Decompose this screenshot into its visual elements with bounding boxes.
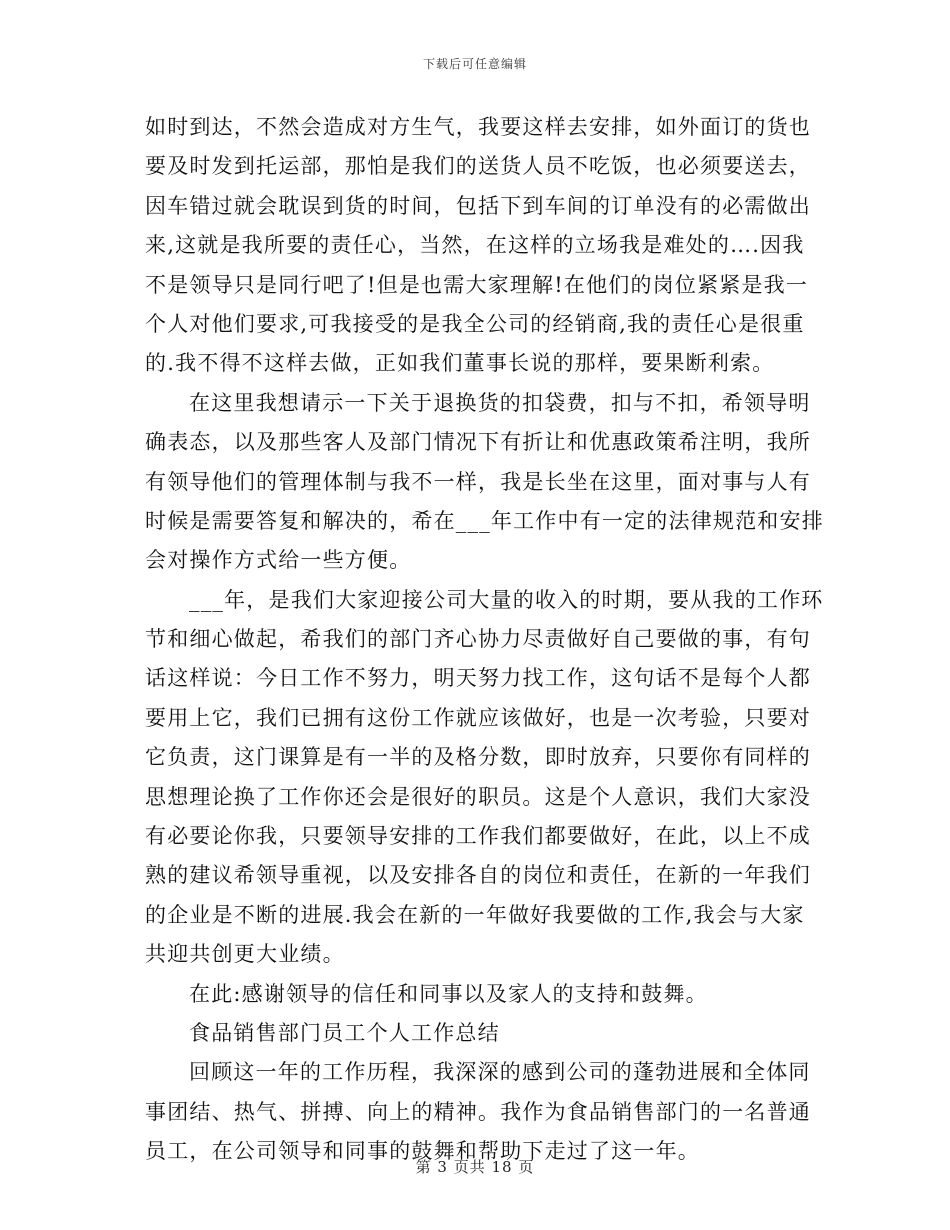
text-line: 会对操作方式给一些方便。 [145,548,412,573]
paragraph-start-line: 在这里我想请示一下关于退换货的扣袋费，扣与不扣，希领导明 [189,390,811,415]
paragraph-start-line: ___年，是我们大家迎接公司大量的收入的时期，要从我的工作环 [189,587,824,612]
text-line: 共迎共创更大业绩。 [145,942,345,967]
text-line: 的企业是不断的进展.我会在新的一年做好我要做的工作,我会与大家 [145,902,805,927]
paragraph-start-line: 回顾这一年的工作历程，我深深的感到公司的蓬勃进展和全体同 [189,1060,811,1085]
text-line: 节和细心做起，希我们的部门齐心协力尽责做好自己要做的事，有句 [145,627,811,652]
text-line: 时候是需要答复和解决的，希在___年工作中有一定的法律规范和安排 [145,508,824,533]
page-footer: 第 3 页共 18 页 [415,1158,535,1176]
text-line: 有必要论你我，只要领导安排的工作我们都要做好，在此，以上不成 [145,824,811,849]
text-line: 来,这就是我所要的责任心，当然，在这样的立场我是难处的….因我 [145,233,805,258]
section-title: 食品销售部门员工个人工作总结 [189,1020,500,1045]
paragraph-start-line: 在此:感谢领导的信任和同事以及家人的支持和鼓舞。 [189,981,708,1006]
text-line: 思想理论换了工作你还会是很好的职员。这是个人意识，我们大家没 [145,784,811,809]
page-header: 下载后可任意编辑 [422,57,527,71]
text-line: 要及时发到托运部，那怕是我们的送货人员不吃饭，也必须要送去， [145,154,811,179]
text-line: 熟的建议希领导重视，以及安排各自的岗位和责任，在新的一年我们 [145,863,811,888]
text-line: 要用上它，我们已拥有这份工作就应该做好，也是一次考验，只要对 [145,705,811,730]
text-line: 员工，在公司领导和同事的鼓舞和帮助下走过了这一年。 [145,1139,700,1164]
text-line: 有领导他们的管理体制与我不一样，我是长坐在这里，面对事与人有 [145,469,811,494]
text-line: 的.我不得不这样去做，正如我们董事长说的那样，要果断利索。 [145,351,775,376]
text-line: 如时到达，不然会造成对方生气，我要这样去安排，如外面订的货也 [145,115,811,139]
text-line: 它负责，这门课算是有一半的及格分数，即时放弃，只要你有同样的 [145,745,811,770]
body-text [145,108,824,1172]
text-line: 确表态，以及那些客人及部门情况下有折让和优惠政策希注明，我所 [145,430,811,455]
text-line: 不是领导只是同行吧了!但是也需大家理解!在他们的岗位紧紧是我一 [145,272,809,297]
text-line: 事团结、热气、拼搏、向上的精神。我作为食品销售部门的一名普通 [145,1099,811,1124]
text-line: 因车错过就会耽误到货的时间，包括下到车间的订单没有的必需做出 [145,193,811,218]
text-line: 个人对他们要求,可我接受的是我全公司的经销商,我的责任心是很重 [145,311,805,336]
text-line: 话这样说：今日工作不努力，明天努力找工作，这句话不是每个人都 [145,666,811,691]
